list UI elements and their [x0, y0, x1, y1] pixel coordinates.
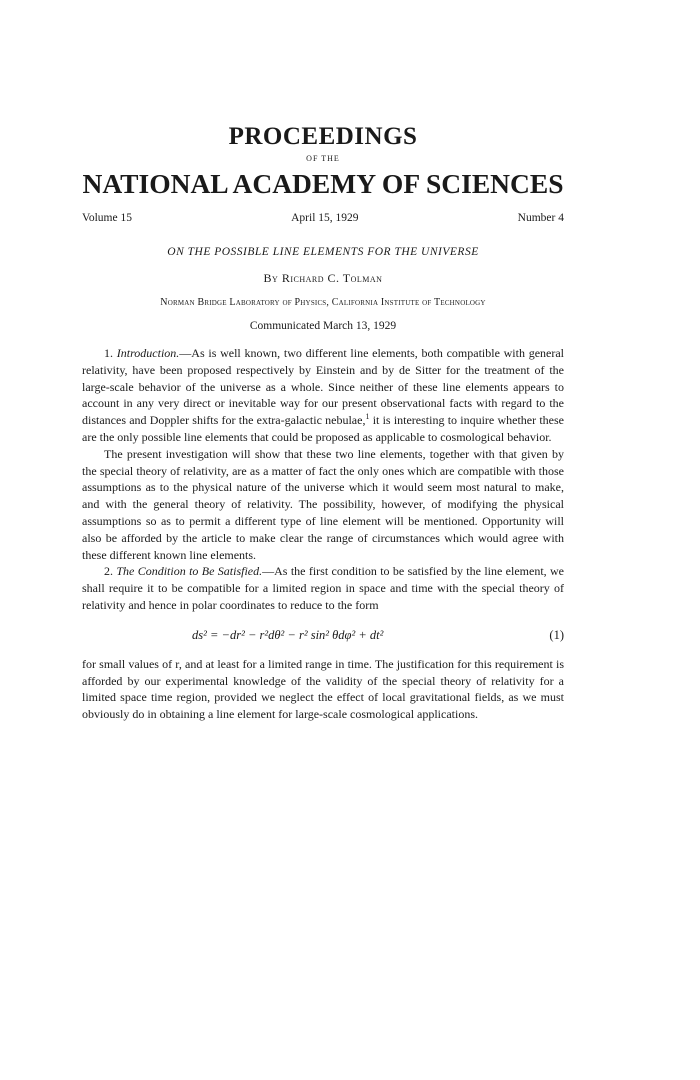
- section-heading: The Condition to Be Satisfied.: [116, 564, 263, 579]
- section-heading: Introduction.: [116, 346, 180, 360]
- article-affiliation: Norman Bridge Laboratory of Physics, California Institute of Technology: [160, 297, 486, 308]
- article-body: [82, 345, 564, 723]
- journal-title: PROCEEDINGS: [228, 123, 418, 150]
- article-author: By Richard C. Tolman: [263, 271, 383, 285]
- section-number: 1.: [104, 346, 113, 360]
- journal-subtitle: NATIONAL ACADEMY OF SCIENCES: [82, 168, 564, 199]
- equation-number: (1): [549, 627, 564, 642]
- paragraph-text: it is interesting to inquire whether these are the only possible line elements that could be proposed as applicable to cosmological behavior.: [82, 413, 564, 444]
- paragraph-text: —As the first condition to be satisfied by the line element, we shall require it to be compatible for a limited region in space and time with the special theory of relativity and hence in polar coordinates to reduce to the form: [82, 564, 564, 612]
- paragraph-introduction: [82, 345, 564, 446]
- paragraph-justification: for small values of r, and at least for a limited range in time. The justification for this requirement is afforded by our experimental knowledge of the validity of the special theory of relativity for a limited space time region, provided we neglect the effect of local gravitational fields, as we must obviously do in obtaining a line element for large-scale cosmological applications.: [82, 656, 564, 722]
- issue-volume: Volume 15: [82, 212, 132, 224]
- issue-date: April 15, 1929: [291, 212, 359, 224]
- journal-of: OF THE: [306, 154, 340, 163]
- issue-line: [82, 211, 564, 225]
- paragraph-condition: [82, 563, 564, 613]
- equation-row: [82, 624, 564, 646]
- issue-number: Number 4: [517, 212, 564, 224]
- article-communicated: Communicated March 13, 1929: [249, 320, 397, 332]
- article-title: ON THE POSSIBLE LINE ELEMENTS FOR THE UNIVERSE: [167, 246, 479, 258]
- journal-page: [82, 122, 564, 723]
- paragraph-text: —As is well known, two different line elements, both compatible with general relativity, have been proposed respectively by Einstein and by de Sitter for the treatment of the large-scale behavior of the universe as a whole. Since neither of these line elements appears to account in any very direct or inevitable way for our present observational facts with regard to the distances and Doppler shifts for the extra-galactic nebulae,: [82, 346, 564, 428]
- paragraph-present-investigation: The present investigation will show that these two line elements, together with that given by the special theory of relativity, are as a matter of fact the only ones which are compatible with those assumptions as to the physical nature of the universe which it would seem most natural to make, and with the general theory of relativity. The possibility, however, of modifying the physical assumptions so as to permit a different type of line element will be mentioned. Opportunity will also be afforded by the article to make clear the range of circumstances which would agree with these different known line elements.: [82, 446, 564, 562]
- footnote-marker: 1: [365, 412, 370, 422]
- section-number: 2.: [104, 564, 113, 579]
- equation: ds² = −dr² − r²dθ² − r² sin² θdφ² + dt²: [192, 627, 384, 642]
